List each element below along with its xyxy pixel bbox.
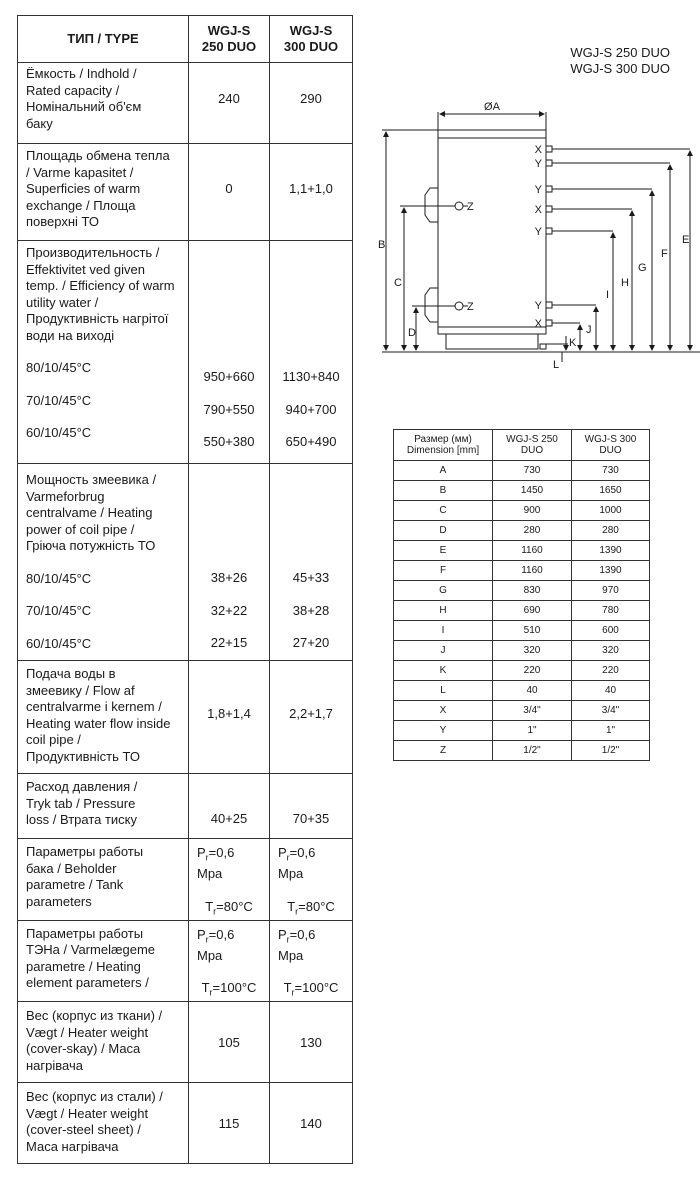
dim-label-h: H — [621, 277, 629, 289]
port-x-3 — [546, 320, 552, 326]
efficiency-300-60: 650+490 — [285, 434, 337, 449]
dim-value-250: 690 — [493, 601, 572, 621]
dim-name: Y — [394, 721, 493, 741]
port-y-2 — [546, 186, 552, 192]
capacity-300: 290 — [300, 91, 322, 106]
dim-value-250: 1160 — [493, 561, 572, 581]
water-flow-250: 1,8+1,4 — [207, 706, 251, 721]
dim-value-300: 220 — [572, 661, 650, 681]
dim-name: K — [394, 661, 493, 681]
dim-value-300: 600 — [572, 621, 650, 641]
dim-value-300: 780 — [572, 601, 650, 621]
weight-skay-250: 105 — [218, 1035, 240, 1051]
element-params-label: Параметры работы ТЭНа / Varmelægeme parametre / Heating element parameters / — [26, 925, 156, 991]
dim-name: I — [394, 621, 493, 641]
row-efficiency — [18, 241, 353, 464]
dim-name: C — [394, 501, 493, 521]
coil-power-300-60: 27+20 — [292, 635, 330, 650]
dim-value-300: 3/4" — [572, 701, 650, 721]
element-housing-lower — [425, 288, 438, 322]
port-z-upper — [455, 202, 463, 210]
row-weight-skay — [18, 1002, 353, 1083]
row-coil-power — [18, 464, 353, 661]
dim-value-300: 320 — [572, 641, 650, 661]
dim-value-300: 730 — [572, 461, 650, 481]
dim-name: E — [394, 541, 493, 561]
weight-skay-300: 130 — [300, 1035, 322, 1051]
dim-row — [394, 541, 650, 561]
dim-label-l: L — [553, 359, 560, 371]
tank-pressure-300: $P_r=0,6$ Mpa — [278, 845, 316, 882]
tank-params-label: Параметры работы бака / Beholder parametre / Tank parameters — [26, 844, 144, 909]
capacity-label: Ёмкость / Indhold / Rated capacity / Номінальний об'єм баку — [26, 66, 142, 131]
row-capacity — [18, 63, 353, 144]
dim-label-e: E — [682, 234, 690, 246]
coil-power-250-80: 38+26 — [210, 570, 248, 585]
dim-header-250: WGJ-S 250 DUO — [493, 430, 572, 461]
port-label-y-3: Y — [534, 226, 542, 238]
exchange-area-300: 1,1+1,0 — [289, 181, 333, 196]
port-label-z-1: Z — [467, 201, 474, 213]
dim-name: D — [394, 521, 493, 541]
dim-name: X — [394, 701, 493, 721]
dim-name: B — [394, 481, 493, 501]
spec-table — [17, 15, 353, 1164]
element-pressure-250: $P_r=0,6$ Mpa — [197, 926, 235, 963]
dim-name: Z — [394, 741, 493, 761]
dim-label-a: ØA — [484, 101, 500, 113]
tank-dimension-diagram — [370, 40, 700, 380]
dim-label-j: J — [586, 324, 592, 336]
spec-header-row — [18, 16, 353, 63]
row-exchange-area — [18, 144, 353, 241]
dim-value-300: 1000 — [572, 501, 650, 521]
row-element-params — [18, 920, 353, 1002]
port-label-y-1: Y — [534, 158, 542, 170]
exchange-area-250: 0 — [225, 181, 233, 196]
element-temp-300: $T_r=100^\circ C$ — [283, 980, 339, 998]
efficiency-label: Производительность / Effektivitet ved given temp. / Efficiency of warm utility water / Продуктивність нагрітої води на виходi — [26, 245, 175, 343]
coil-power-250-70: 32+22 — [210, 602, 248, 618]
dim-name: J — [394, 641, 493, 661]
dim-value-300: 1650 — [572, 481, 650, 501]
port-label-y-2: Y — [534, 184, 542, 196]
coil-power-300-70: 38+28 — [292, 602, 330, 618]
efficiency-temp-80: 80/10/45°C — [26, 360, 92, 375]
dim-value-250: 830 — [493, 581, 572, 601]
capacity-250: 240 — [218, 91, 240, 106]
efficiency-300-70: 940+700 — [285, 401, 337, 417]
dim-header-300: WGJ-S 300 DUO — [572, 430, 650, 461]
water-flow-label: Подача воды в змеевику / Flow af centralvarme i kernem / Heating water flow inside coil pipe / Продуктивність ТО — [26, 666, 171, 764]
dim-value-300: 1390 — [572, 541, 650, 561]
port-y-1 — [546, 160, 552, 166]
dim-name: A — [394, 461, 493, 481]
port-z-lower — [455, 302, 463, 310]
dim-label-f: F — [661, 248, 668, 260]
tank-temp-300: $T_r=80^\circ C$ — [287, 898, 335, 917]
dim-value-300: 40 — [572, 681, 650, 701]
dim-value-250: 3/4" — [493, 701, 572, 721]
efficiency-temp-70: 70/10/45°C — [26, 392, 92, 408]
dim-label-g: G — [638, 262, 647, 274]
dim-row — [394, 601, 650, 621]
weight-steel-label: Вес (корпус из стали) / Vægt / Heater weight (cover-steel sheet) / Маса нагрівача — [26, 1089, 163, 1154]
dim-row — [394, 721, 650, 741]
dim-name: H — [394, 601, 493, 621]
dim-name: L — [394, 681, 493, 701]
dim-value-250: 320 — [493, 641, 572, 661]
dim-value-300: 1" — [572, 721, 650, 741]
dim-table-body — [394, 461, 650, 761]
row-water-flow — [18, 661, 353, 774]
coil-power-250-60: 22+15 — [210, 635, 248, 650]
dim-value-250: 1/2" — [493, 741, 572, 761]
dim-header-row — [394, 430, 650, 461]
dim-row — [394, 621, 650, 641]
element-housing-upper — [425, 188, 438, 222]
coil-power-300-80: 45+33 — [292, 570, 330, 585]
port-label-z-2: Z — [467, 301, 474, 313]
dim-value-250: 1" — [493, 721, 572, 741]
dim-value-300: 1390 — [572, 561, 650, 581]
dim-name: F — [394, 561, 493, 581]
efficiency-temp-60: 60/10/45°C — [26, 425, 92, 440]
dim-name: G — [394, 581, 493, 601]
diagram-title-300: WGJ-S 300 DUO — [570, 61, 670, 76]
dim-value-250: 220 — [493, 661, 572, 681]
pressure-drop-300: 70+35 — [292, 811, 330, 826]
dim-row — [394, 641, 650, 661]
port-y-3 — [546, 228, 552, 234]
dim-value-250: 1450 — [493, 481, 572, 501]
dim-row — [394, 741, 650, 761]
efficiency-250-80: 950+660 — [203, 369, 255, 384]
coil-power-temp-80: 80/10/45°C — [26, 570, 92, 586]
dimension-table — [393, 429, 650, 761]
header-type: ТИП / TYPE — [18, 16, 189, 63]
dim-label-b: B — [378, 239, 386, 251]
dim-value-250: 280 — [493, 521, 572, 541]
row-weight-steel — [18, 1083, 353, 1164]
weight-steel-300: 140 — [300, 1116, 322, 1132]
port-y-4 — [546, 302, 552, 308]
dim-value-250: 730 — [493, 461, 572, 481]
weight-steel-250: 115 — [218, 1116, 240, 1132]
dim-row — [394, 661, 650, 681]
dim-row — [394, 521, 650, 541]
efficiency-300-80: 1130+840 — [282, 369, 340, 384]
dim-value-300: 280 — [572, 521, 650, 541]
diagram-title-250: WGJ-S 250 DUO — [570, 45, 670, 60]
dim-row — [394, 461, 650, 481]
element-temp-250: $T_r=100^\circ C$ — [201, 980, 257, 998]
dim-header-dimension: Размер (мм) Dimension [mm] — [394, 430, 493, 461]
weight-skay-label: Вес (корпус из ткани) / Vægt / Heater weight (cover-skay) / Маса нагрівача — [26, 1008, 163, 1073]
dim-row — [394, 561, 650, 581]
dim-value-250: 40 — [493, 681, 572, 701]
tank-temp-250: $T_r=80^\circ C$ — [205, 898, 253, 917]
dim-label-c: C — [394, 277, 402, 289]
coil-power-temp-70: 70/10/45°C — [26, 603, 92, 618]
dim-row — [394, 681, 650, 701]
pressure-drop-label: Расход давления / Tryk tab / Pressure loss / Втрата тиску — [26, 779, 138, 827]
port-l — [540, 344, 546, 349]
header-model-250: WGJ-S 250 DUO — [189, 16, 270, 63]
port-x-2 — [546, 206, 552, 212]
port-label-x-3: X — [534, 318, 542, 330]
row-pressure-drop — [18, 774, 353, 839]
tank-pressure-250: $P_r=0,6$ Mpa — [197, 845, 235, 882]
port-x-1 — [546, 146, 552, 152]
coil-power-temp-60: 60/10/45°C — [26, 635, 92, 651]
dim-value-300: 970 — [572, 581, 650, 601]
port-label-x-2: X — [534, 204, 542, 216]
tank-base — [446, 334, 538, 349]
element-pressure-300: $P_r=0,6$ Mpa — [278, 926, 316, 963]
port-label-x-1: X — [534, 144, 542, 156]
dim-value-250: 510 — [493, 621, 572, 641]
dim-value-250: 900 — [493, 501, 572, 521]
dim-label-k: K — [569, 337, 577, 349]
dim-value-250: 1160 — [493, 541, 572, 561]
pressure-drop-250: 40+25 — [210, 811, 248, 826]
dim-row — [394, 701, 650, 721]
row-tank-params — [18, 839, 353, 921]
exchange-area-label: Площадь обмена тепла / Varme kapasitet / Superficies of warm exchange / Площа поверхні ТО — [26, 148, 170, 229]
dim-row — [394, 481, 650, 501]
tank-body — [438, 130, 546, 334]
dim-label-i: I — [606, 289, 610, 301]
water-flow-300: 2,2+1,7 — [289, 706, 333, 721]
dim-label-d: D — [408, 327, 416, 339]
header-model-300: WGJ-S 300 DUO — [270, 16, 353, 63]
port-label-y-4: Y — [534, 300, 542, 312]
efficiency-250-70: 790+550 — [203, 401, 255, 417]
efficiency-250-60: 550+380 — [203, 434, 255, 449]
dim-row — [394, 581, 650, 601]
dim-value-300: 1/2" — [572, 741, 650, 761]
dim-row — [394, 501, 650, 521]
coil-power-label: Мощность змеевика / Varmeforbrug centralvame / Heating power of coil pipe / Гріюча потужність ТО — [26, 472, 157, 553]
